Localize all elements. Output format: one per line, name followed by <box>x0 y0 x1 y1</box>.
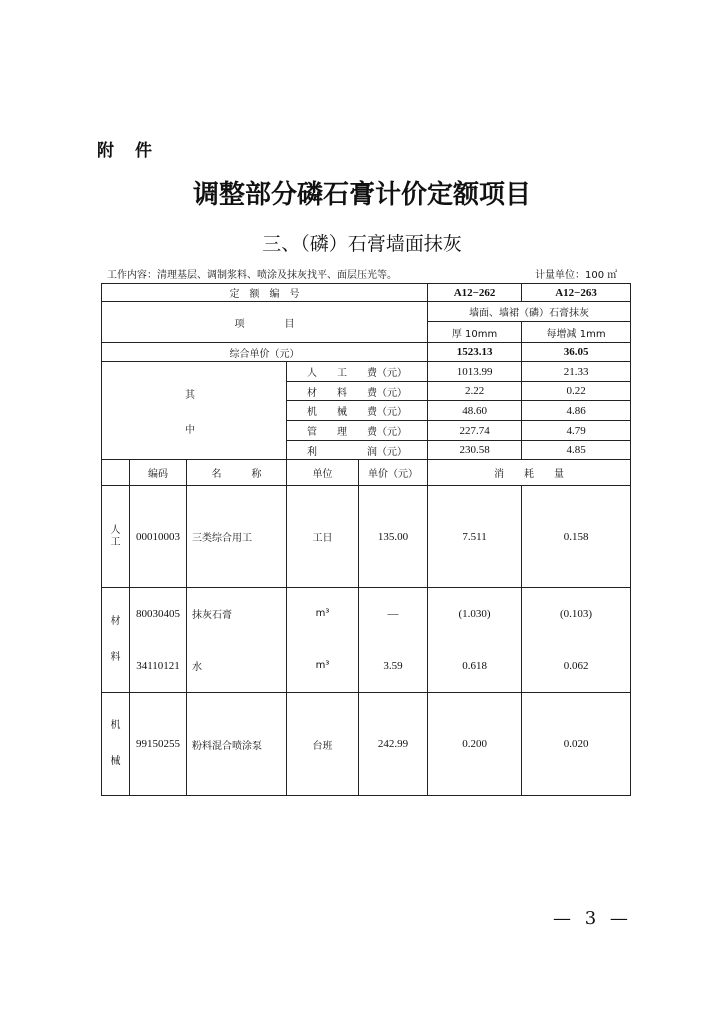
of-which-cell <box>102 362 287 460</box>
cost-value-a: 230.58 <box>428 441 522 460</box>
quota-code-b: A12−263 <box>522 284 631 302</box>
material-consumption-b: 0.062 <box>522 640 631 693</box>
material-row <box>102 640 631 693</box>
quota-table <box>101 283 631 796</box>
material-category <box>102 588 130 693</box>
labor-code: 00010003 <box>130 486 187 588</box>
material-code: 34110121 <box>130 640 187 693</box>
machine-consumption-a: 0.200 <box>428 693 522 796</box>
unit-price-label: 综合单价（元） <box>102 343 428 362</box>
section-subtitle: 三、（磷）石膏墙面抹灰 <box>262 233 462 255</box>
name-header: 名 称 <box>187 460 287 486</box>
item-row <box>102 302 631 322</box>
machine-category-char-2: 械 <box>110 756 121 767</box>
material-price: 3.59 <box>359 640 428 693</box>
attachment-label: 附 件 <box>97 141 154 161</box>
labor-category <box>102 486 130 588</box>
quota-code-a: A12−262 <box>428 284 522 302</box>
labor-consumption-a: 7.511 <box>428 486 522 588</box>
cost-label: 管 理 费（元） <box>287 421 428 441</box>
item-group: 墙面、墙裙（磷）石膏抹灰 <box>428 302 631 322</box>
unit-header: 单位 <box>287 460 359 486</box>
price-header: 单价（元） <box>359 460 428 486</box>
material-consumption-a: (1.030) <box>428 588 522 640</box>
cost-value-a: 48.60 <box>428 401 522 421</box>
document-title: 调整部分磷石膏计价定额项目 <box>192 180 531 210</box>
material-consumption-a: 0.618 <box>428 640 522 693</box>
item-spec-b: 每增减 1mm <box>522 322 631 343</box>
material-category-char-2: 料 <box>110 652 121 663</box>
material-unit: m³ <box>287 588 359 640</box>
cost-value-b: 4.85 <box>522 441 631 460</box>
labor-consumption-b: 0.158 <box>522 486 631 588</box>
machine-category-char-1: 机 <box>110 720 121 731</box>
material-row <box>102 588 631 640</box>
unit-price-b: 36.05 <box>522 343 631 362</box>
consumption-header: 消 耗 量 <box>428 460 631 486</box>
labor-price: 135.00 <box>359 486 428 588</box>
cost-value-b: 21.33 <box>522 362 631 382</box>
cost-label: 人 工 费（元） <box>287 362 428 382</box>
machine-name: 粉料混合喷涂泵 <box>187 693 287 796</box>
material-price: — <box>359 588 428 640</box>
cost-label: 利 润（元） <box>287 441 428 460</box>
of-which-char-2: 中 <box>185 424 195 436</box>
cost-label: 机 械 费（元） <box>287 401 428 421</box>
labor-row <box>102 486 631 588</box>
material-name: 抹灰石膏 <box>187 588 287 640</box>
resource-header-row <box>102 460 631 486</box>
material-category-char-1: 材 <box>110 616 121 627</box>
material-code: 80030405 <box>130 588 187 640</box>
cost-value-b: 4.86 <box>522 401 631 421</box>
material-consumption-b: (0.103) <box>522 588 631 640</box>
work-content: 工作内容：清理基层、调制浆料、喷涂及抹灰找平、面层压光等。 <box>107 270 397 281</box>
machine-price: 242.99 <box>359 693 428 796</box>
machine-unit: 台班 <box>287 693 359 796</box>
unit-of-measure: 计量单位：100 ㎡ <box>535 270 618 281</box>
code-header: 编码 <box>130 460 187 486</box>
labor-name: 三类综合用工 <box>187 486 287 588</box>
labor-unit: 工日 <box>287 486 359 588</box>
labor-category-char-2: 工 <box>110 536 121 548</box>
cost-value-a: 1013.99 <box>428 362 522 382</box>
machine-category <box>102 693 130 796</box>
cost-value-a: 227.74 <box>428 421 522 441</box>
machine-consumption-b: 0.020 <box>522 693 631 796</box>
item-spec-a: 厚 10mm <box>428 322 522 343</box>
machine-code: 99150255 <box>130 693 187 796</box>
page-number: — 3 — <box>553 908 632 929</box>
cost-value-b: 4.79 <box>522 421 631 441</box>
labor-category-char-1: 人 <box>110 524 121 536</box>
machine-row <box>102 693 631 796</box>
cost-row <box>102 362 631 382</box>
cost-value-a: 2.22 <box>428 382 522 401</box>
quota-number-row <box>102 284 631 302</box>
material-name: 水 <box>187 640 287 693</box>
cost-label: 材 料 费（元） <box>287 382 428 401</box>
unit-price-row <box>102 343 631 362</box>
quota-number-label: 定 额 编 号 <box>102 284 428 302</box>
of-which-char-1: 其 <box>185 389 195 401</box>
material-unit: m³ <box>287 640 359 693</box>
item-label: 项 目 <box>102 302 428 343</box>
unit-price-a: 1523.13 <box>428 343 522 362</box>
blank-header-cell <box>102 460 130 486</box>
cost-value-b: 0.22 <box>522 382 631 401</box>
